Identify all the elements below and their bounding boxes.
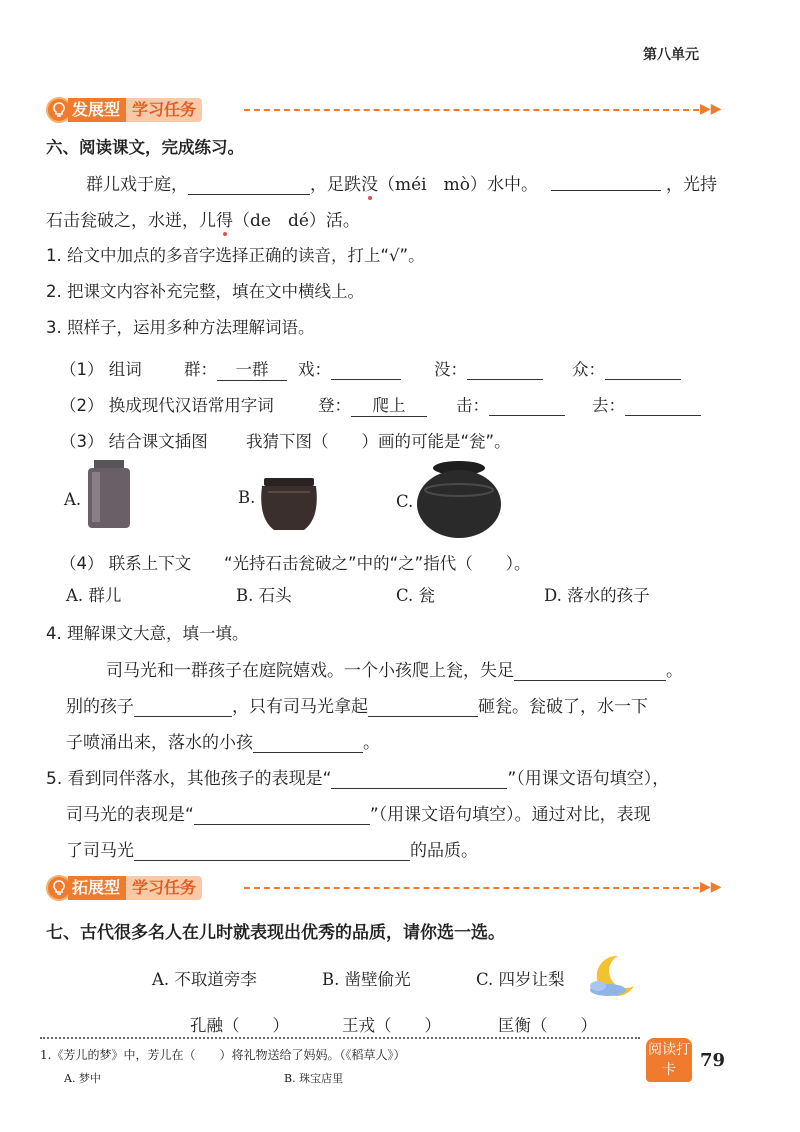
word-ji: 击： — [456, 392, 565, 416]
q4-line-3: 子喷涌出来，落水的小孩 。 — [66, 733, 380, 753]
footer-question: 1.《芳儿的梦》中，芳儿在（ ）将礼物送给了妈妈。（《稻草人》） — [40, 1048, 406, 1062]
q5-blank-3[interactable] — [134, 842, 410, 861]
s7-name-wangrong[interactable]: 王戎（ ） — [342, 1016, 441, 1035]
answer-zhong[interactable] — [605, 361, 681, 380]
passage-line-2: 石击瓮破之，水迸，儿得（de dé）活。 — [46, 211, 360, 231]
banner-title: 学习任务 — [126, 98, 202, 122]
pot-image-b[interactable] — [258, 478, 320, 532]
sub4-option-b[interactable]: B. 石头 — [236, 586, 292, 605]
section-banner-develop — [46, 97, 202, 123]
s7-name-kuangheng[interactable]: 匡衡（ ） — [498, 1016, 597, 1035]
question-1: 1. 给文中加点的多音字选择正确的读音，打上“√”。 — [46, 246, 425, 265]
q4-blank-1[interactable] — [514, 662, 666, 681]
s7-option-b: B. 凿壁偷光 — [322, 970, 411, 989]
s7-option-a: A. 不取道旁李 — [152, 970, 257, 989]
question-2: 2. 把课文内容补充完整，填在文中横线上。 — [46, 282, 364, 301]
q4-line-1: 司马光和一群孩子在庭院嬉戏。一个小孩爬上瓮，失足 。 — [106, 661, 683, 681]
word-qun: 群： 一群 — [184, 356, 287, 381]
word-zhong: 众： — [572, 356, 681, 380]
footer-option-b: B. 珠宝店里 — [284, 1072, 344, 1085]
moon-cloud-icon — [584, 952, 640, 998]
q5-line-2: 司马光的表现是“ ”（用课文语句填空）。通过对比，表现 — [66, 805, 651, 825]
banner-dash-line — [244, 109, 699, 111]
section-7-title: 七、古代很多名人在儿时就表现出优秀的品质，请你选一选。 — [46, 923, 505, 943]
s7-name-kongrong[interactable]: 孔融（ ） — [190, 1016, 289, 1035]
passage-blank-2[interactable] — [551, 172, 661, 191]
answer-mo[interactable] — [467, 361, 543, 380]
sub-question-3-label: （3） 结合课文插图 — [60, 432, 208, 451]
word-qu: 去： — [592, 392, 701, 416]
passage-line-1: 群儿戏于庭， ，足跌没（méi mò）水中。 — [86, 175, 538, 195]
jar-image-a[interactable] — [86, 460, 132, 530]
sub4-option-c[interactable]: C. 瓮 — [396, 586, 436, 605]
word-mo: 没： — [434, 356, 543, 380]
sub-question-4-label: （4） 联系上下文 — [60, 554, 192, 573]
answer-deng[interactable]: 爬上 — [351, 392, 427, 417]
answer-ji[interactable] — [489, 397, 565, 416]
chevron-right-icon: ▶▶ — [700, 879, 722, 895]
banner-title: 学习任务 — [126, 876, 202, 900]
question-4: 4. 理解课文大意，填一填。 — [46, 624, 249, 643]
option-a-label: A. — [64, 490, 82, 509]
word-deng: 登： 爬上 — [318, 392, 427, 417]
option-b-label: B. — [238, 488, 256, 507]
chevron-right-icon: ▶▶ — [700, 101, 722, 117]
question-3: 3. 照样子，运用多种方法理解词语。 — [46, 318, 315, 337]
footer-divider — [40, 1037, 640, 1039]
sub-question-4-text: “光持石击瓮破之”中的“之”指代（ ）。 — [224, 554, 531, 573]
sub4-option-a[interactable]: A. 群儿 — [66, 586, 122, 605]
word-xi: 戏： — [298, 356, 401, 380]
q5-blank-2[interactable] — [194, 806, 370, 825]
answer-qun[interactable]: 一群 — [217, 356, 287, 381]
section-6-title: 六、阅读课文，完成练习。 — [46, 138, 244, 157]
sub-question-1-label: （1） 组词 — [60, 360, 142, 379]
passage-blank-1[interactable] — [188, 176, 310, 195]
banner-tag: 拓展型 — [68, 876, 126, 900]
sub-question-2-label: （2） 换成现代汉语常用字词 — [60, 396, 274, 415]
section-banner-expand — [46, 875, 202, 901]
answer-qu[interactable] — [625, 397, 701, 416]
banner-tag: 发展型 — [68, 98, 126, 122]
footer-option-a: A. 梦中 — [64, 1072, 101, 1085]
answer-xi[interactable] — [331, 361, 401, 380]
q4-blank-4[interactable] — [253, 734, 363, 753]
q4-blank-2[interactable] — [134, 698, 232, 717]
reading-checkin-badge[interactable]: 阅读打卡 — [646, 1038, 692, 1082]
q5-blank-1[interactable] — [331, 770, 507, 789]
banner-dash-line — [244, 887, 699, 889]
s7-option-c: C. 四岁让梨 — [476, 970, 565, 989]
passage-line-1-end: ，光持 — [666, 175, 717, 195]
q5-line-1: 5. 看到同伴落水，其他孩子的表现是“ ”（用课文语句填空）， — [46, 769, 670, 789]
q4-blank-3[interactable] — [368, 698, 478, 717]
urn-image-c[interactable] — [416, 460, 502, 540]
q4-line-2: 别的孩子 ，只有司马光拿起 砸瓮。瓮破了，水一下 — [66, 697, 648, 717]
page-number: 79 — [700, 1050, 726, 1071]
q5-line-3: 了司马光 的品质。 — [66, 841, 478, 861]
sub4-option-d[interactable]: D. 落水的孩子 — [544, 586, 650, 605]
unit-label: 第八单元 — [643, 47, 699, 63]
sub-question-3-text: 我猜下图（ ）画的可能是“瓮”。 — [246, 432, 511, 451]
option-c-label: C. — [396, 492, 414, 511]
